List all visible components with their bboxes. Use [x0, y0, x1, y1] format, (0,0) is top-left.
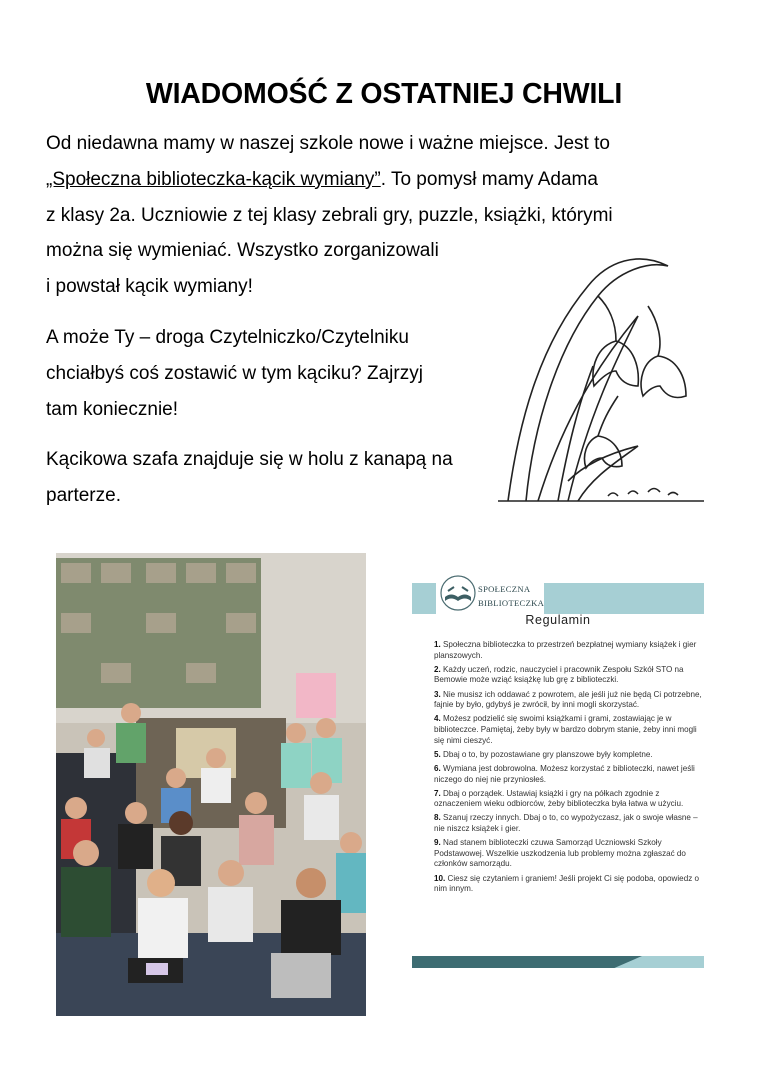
text-line: tam koniecznie!: [46, 398, 179, 420]
item-number: 2.: [434, 664, 441, 674]
item-number: 6.: [434, 763, 441, 773]
item-number: 8.: [434, 813, 441, 823]
regulamin-item: [434, 764, 704, 785]
page-title: WIADOMOŚĆ Z OSTATNIEJ CHWILI: [145, 78, 623, 110]
footer-band-dark: [412, 956, 642, 968]
text-line: i powstał kącik wymiany!: [46, 276, 253, 298]
item-text: Społeczna biblioteczka to przestrzeń bezpłatnej wymiany książek i gier planszowych.: [434, 640, 697, 660]
regulamin-item: [434, 874, 704, 895]
regulamin-item: [434, 838, 704, 870]
text-line: . To pomysł mamy Adama: [380, 168, 598, 190]
item-number: 4.: [434, 714, 441, 724]
item-text: Wymiana jest dobrowolna. Możesz korzystać z biblioteczki, nawet jeśli niczego do niej nie przyniosłeś.: [434, 763, 695, 784]
item-number: 5.: [434, 749, 441, 759]
text-line: Od niedawna mamy w naszej szkole nowe i ważne miejsce. Jest to: [46, 133, 610, 154]
item-number: 3.: [434, 689, 441, 699]
text-line: z klasy 2a. Uczniowie z tej klasy zebrali gry, puzzle, książki, którymi: [46, 204, 613, 226]
text-line: można się wymieniać. Wszystko zorganizowali: [46, 240, 439, 262]
regulamin-item: [434, 789, 704, 810]
header-band-right: [544, 583, 704, 614]
photo-drawing: [56, 553, 366, 1016]
regulamin-item: [434, 690, 704, 711]
item-text: Szanuj rzeczy innych. Dbaj o to, co wypożyczasz, jak o swoje własne – nie niszcz książek i gier.: [434, 813, 698, 834]
header-band-left: [412, 583, 436, 614]
text-line: chciałbyś coś zostawić w tym kąciku? Zajrzyj: [46, 362, 423, 384]
brand-name: [478, 582, 544, 610]
item-text: Ciesz się czytaniem i graniem! Jeśli projekt Ci się podoba, opowiedz o nim innym.: [434, 873, 699, 894]
item-text: Dbaj o to, by pozostawiane gry planszowe były kompletne.: [443, 749, 653, 759]
item-text: Możesz podzielić się swoimi książkami i grami, zostawiając je w biblioteczce. Pamiętaj, żeby były w bardzo dobrym stanie, żeby inni mogli się nimi cieszyć.: [434, 714, 697, 745]
text-line: A może Ty – droga Czytelniczko/Czytelniku: [46, 326, 409, 348]
text-line: Kącikowa szafa znajduje się w holu z kanapą na: [46, 449, 453, 471]
item-number: 10.: [434, 873, 446, 883]
library-name: „Społeczna biblioteczka-kącik wymiany”: [46, 168, 381, 190]
item-number: 1.: [434, 640, 441, 649]
regulamin-title: Regulamin: [525, 613, 591, 627]
item-number: 9.: [434, 838, 441, 848]
regulamin-poster: [412, 573, 704, 968]
item-text: Nad stanem biblioteczki czuwa Samorząd Uczniowski Szkoły Podstawowej. Wszelkie uszkodzenia lub problemy można zgłaszać do członków samorządu.: [434, 838, 686, 869]
regulamin-item: [434, 813, 704, 834]
item-text: Dbaj o porządek. Ustawiaj książki i gry na półkach zgodnie z oznaczeniem wieku odbiorców, żeby biblioteczka była łatwa w użyciu.: [434, 788, 684, 809]
book-logo-icon: [438, 573, 478, 613]
brand-line-2: BIBLIOTECZKA: [478, 598, 545, 608]
item-text: Nie musisz ich oddawać z powrotem, ale jeśli już nie będą Ci potrzebne, fajnie by było, gdybyś je zwrócił, by inni mogli skorzystać.: [434, 689, 702, 710]
snowdrop-illustration: [498, 246, 704, 504]
regulamin-list: [434, 640, 704, 898]
text-line: parterze.: [46, 485, 121, 507]
children-photo: [56, 553, 366, 1016]
brand-line-1: SPOŁECZNA: [478, 584, 531, 594]
regulamin-item: [434, 640, 704, 661]
item-text: Każdy uczeń, rodzic, nauczyciel i pracownik Zespołu Szkół STO na Bemowie może wziąć książkę lub grę z biblioteczki.: [434, 664, 684, 685]
regulamin-item: [434, 665, 704, 686]
item-number: 7.: [434, 788, 441, 798]
regulamin-item: [434, 714, 704, 746]
regulamin-item: [434, 750, 704, 761]
